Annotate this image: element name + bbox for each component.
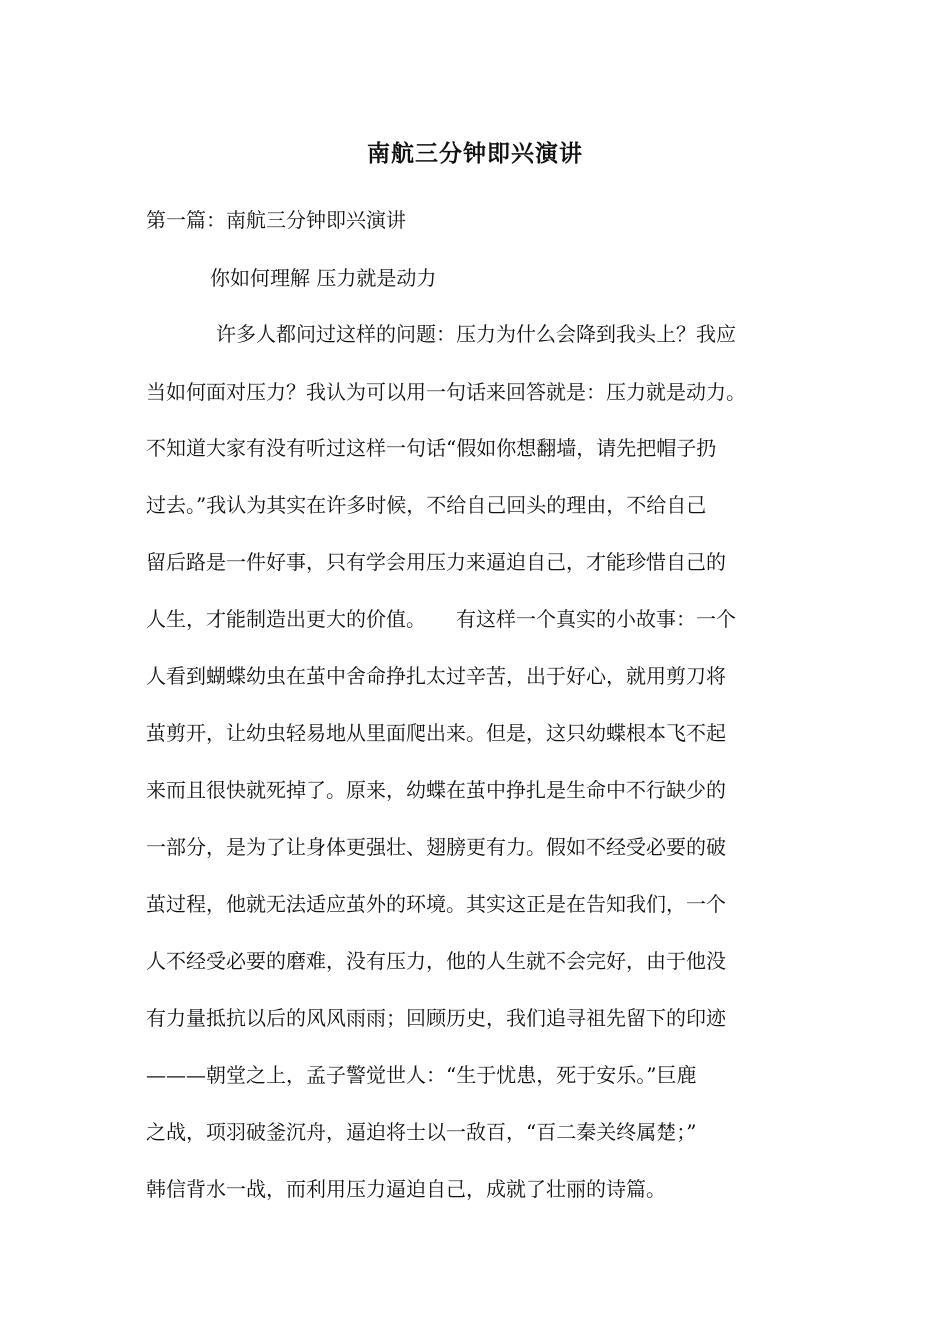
body-line: 人看到蝴蝶幼虫在茧中舍命挣扎太过辛苦，出于好心，就用剪刀将	[146, 664, 726, 688]
body-line: 留后路是一件好事，只有学会用压力来逼迫自己，才能珍惜自己的	[146, 550, 726, 574]
body-line: 过去。”我认为其实在许多时候，不给自己回头的理由，不给自己	[146, 493, 707, 517]
body-line: 之战，项羽破釜沉舟，逼迫将士以一敌百，“百二秦关终属楚；”	[146, 1120, 697, 1144]
body-line: 人生，才能制造出更大的价值。 有这样一个真实的小故事：一个	[146, 607, 736, 631]
section-heading: 第一篇：南航三分钟即兴演讲	[146, 208, 406, 232]
body-line: 不知道大家有没有听过这样一句话“假如你想翻墙，请先把帽子扔	[146, 436, 717, 460]
body-line: ———朝堂之上，孟子警觉世人：“生于忧患，死于安乐。”巨鹿	[146, 1063, 697, 1087]
subheading: 你如何理解 压力就是动力	[210, 266, 437, 290]
body-line: 韩信背水一战，而利用压力逼迫自己，成就了壮丽的诗篇。	[146, 1177, 666, 1201]
document-title: 南航三分钟即兴演讲	[367, 140, 583, 167]
body-line: 许多人都问过这样的问题：压力为什么会降到我头上？我应	[216, 322, 736, 346]
body-line: 当如何面对压力？我认为可以用一句话来回答就是：压力就是动力。	[146, 380, 746, 404]
body-line: 人不经受必要的磨难，没有压力，他的人生就不会完好，由于他没	[146, 949, 726, 973]
body-line: 来而且很快就死掉了。原来，幼蝶在茧中挣扎是生命中不行缺少的	[146, 778, 726, 802]
body-line: 茧剪开，让幼虫轻易地从里面爬出来。但是，这只幼蝶根本飞不起	[146, 721, 726, 745]
body-line: 有力量抵抗以后的风风雨雨；回顾历史，我们追寻祖先留下的印迹	[146, 1006, 726, 1030]
body-line: 茧过程，他就无法适应茧外的环境。其实这正是在告知我们，一个	[146, 892, 726, 916]
body-line: 一部分，是为了让身体更强壮、翅膀更有力。假如不经受必要的破	[146, 835, 726, 859]
